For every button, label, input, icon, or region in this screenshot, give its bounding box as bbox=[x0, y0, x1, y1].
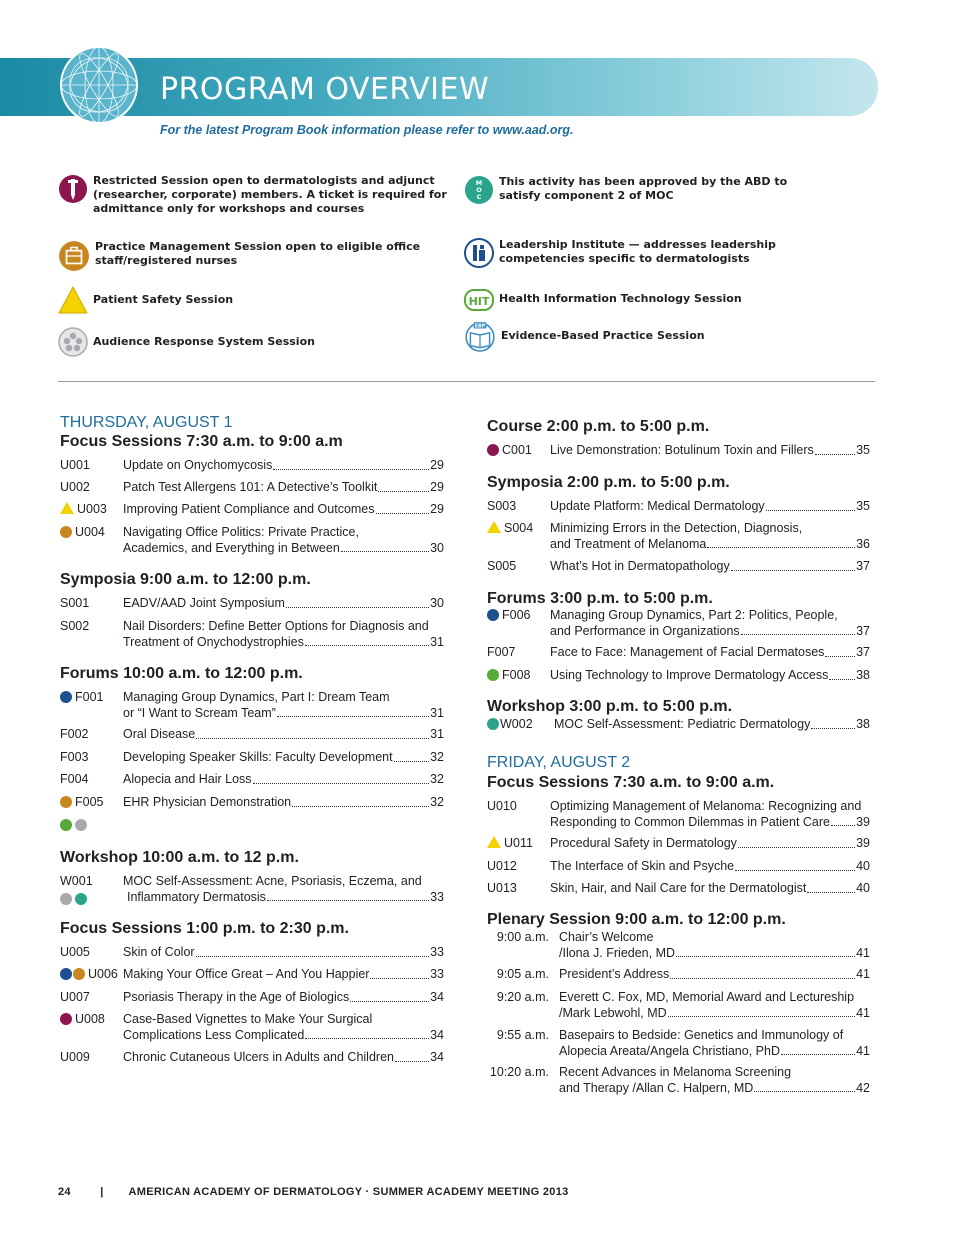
focus1-heading: Focus Sessions 7:30 a.m. to 9:00 a.m bbox=[60, 433, 343, 450]
dot-leader bbox=[741, 634, 855, 635]
session-code: U003 bbox=[77, 502, 107, 516]
focus2-heading: Focus Sessions 1:00 p.m. to 2:30 p.m. bbox=[60, 920, 349, 937]
footer bbox=[58, 1186, 569, 1198]
ebp-book-icon bbox=[464, 320, 496, 352]
session-title: Update on Onychomycosis bbox=[123, 458, 273, 472]
forums2-heading: Forums 3:00 p.m. to 5:00 p.m. bbox=[487, 590, 713, 607]
hit-icon bbox=[487, 669, 499, 681]
session-title: Skin of Color bbox=[123, 945, 195, 959]
legend-moc bbox=[464, 175, 824, 205]
session-title-cont: /Ilona J. Frieden, MD bbox=[559, 945, 676, 960]
list-item[interactable] bbox=[487, 881, 870, 897]
list-item[interactable] bbox=[487, 608, 870, 639]
list-item[interactable] bbox=[60, 795, 444, 811]
session-time: 9:20 a.m. bbox=[496, 990, 549, 1004]
list-item[interactable] bbox=[60, 990, 444, 1006]
page-title: PROGRAM OVERVIEW bbox=[160, 72, 490, 107]
legend-ebp-text: Evidence-Based Practice Session bbox=[501, 329, 705, 342]
legend-moc-text: This activity has been approved by the ABD to satisfy component 2 of MOC bbox=[499, 175, 788, 202]
moc-icon bbox=[487, 718, 499, 730]
page-number: 37 bbox=[856, 559, 870, 573]
list-item[interactable] bbox=[487, 645, 870, 661]
session-title: Using Technology to Improve Dermatology Access bbox=[550, 668, 829, 682]
list-item[interactable] bbox=[60, 945, 444, 961]
footer-separator: | bbox=[100, 1186, 104, 1198]
session-code: U008 bbox=[75, 1012, 105, 1026]
legend-patient-safety-text: Patient Safety Session bbox=[93, 293, 234, 306]
page-number: 32 bbox=[430, 772, 444, 786]
list-item[interactable] bbox=[487, 717, 870, 733]
page-number: 30 bbox=[430, 596, 444, 610]
session-title-cont: Complications Less Complicated bbox=[123, 1027, 305, 1042]
session-code: S004 bbox=[504, 521, 534, 535]
dot-leader bbox=[196, 738, 429, 739]
page-number: 42 bbox=[856, 1080, 870, 1095]
audience-response-icon bbox=[60, 893, 72, 905]
session-code: S001 bbox=[60, 596, 90, 610]
symposia2-heading: Symposia 2:00 p.m. to 5:00 p.m. bbox=[487, 474, 730, 491]
session-code: F003 bbox=[60, 750, 89, 764]
svg-text:M: M bbox=[475, 179, 483, 187]
session-code: F001 bbox=[75, 690, 104, 704]
page-number: 38 bbox=[856, 717, 870, 731]
session-code: S003 bbox=[487, 499, 517, 513]
session-code: U010 bbox=[487, 799, 517, 813]
patient-safety-icon bbox=[487, 521, 501, 533]
dot-leader bbox=[395, 1061, 429, 1062]
session-title: Nail Disorders: Define Better Options for Diagnosis and bbox=[123, 619, 429, 633]
session-time: 9:05 a.m. bbox=[496, 967, 549, 981]
legend-practice-text: Practice Management Session open to eligible office staff/registered nurses bbox=[95, 240, 421, 267]
session-title: Making Your Office Great – And You Happier bbox=[123, 967, 370, 981]
page-number: 33 bbox=[430, 945, 444, 959]
list-item[interactable] bbox=[487, 799, 877, 830]
session-title: Improving Patient Compliance and Outcomes bbox=[123, 502, 375, 516]
dot-leader bbox=[754, 1091, 855, 1092]
session-title: EHR Physician Demonstration bbox=[123, 795, 292, 809]
dot-leader bbox=[277, 716, 429, 717]
session-title-cont: and Performance in Organizations bbox=[550, 623, 740, 638]
session-code: U009 bbox=[60, 1050, 90, 1064]
list-item[interactable] bbox=[487, 668, 870, 684]
list-item[interactable] bbox=[60, 874, 444, 909]
session-title: Face to Face: Management of Facial Dermatoses bbox=[550, 645, 825, 659]
page-number: 40 bbox=[856, 859, 870, 873]
friday-heading: FRIDAY, AUGUST 2 bbox=[487, 754, 631, 771]
session-title-cont: and Treatment of Melanoma bbox=[550, 536, 707, 551]
dot-leader bbox=[825, 656, 855, 657]
page-number: 29 bbox=[430, 502, 444, 516]
session-code: F006 bbox=[502, 608, 531, 622]
list-item[interactable] bbox=[60, 458, 444, 474]
session-title: Managing Group Dynamics, Part I: Dream Team bbox=[123, 690, 390, 704]
session-code: W002 bbox=[500, 717, 533, 731]
list-item[interactable] bbox=[487, 559, 870, 575]
session-code: C001 bbox=[502, 443, 532, 457]
list-item[interactable] bbox=[60, 727, 444, 743]
list-item[interactable] bbox=[60, 480, 444, 496]
leadership-institute-icon bbox=[60, 968, 72, 980]
dot-leader bbox=[253, 783, 430, 784]
session-code: U006 bbox=[88, 967, 118, 981]
page-number: 29 bbox=[430, 458, 444, 472]
header-note-text: For the latest Program Book information please refer to bbox=[160, 123, 490, 137]
patient-safety-icon bbox=[60, 502, 74, 514]
legend-hit-text: Health Information Technology Session bbox=[499, 292, 742, 305]
legend-restricted-text: Restricted Session open to dermatologists and adjunct (researcher, corporate) members. A ticket is required for admittance only for workshops and courses bbox=[93, 174, 447, 215]
session-title: Update Platform: Medical Dermatology bbox=[550, 499, 765, 513]
session-title: MOC Self-Assessment: Acne, Psoriasis, Eczema, and bbox=[123, 874, 422, 888]
dot-leader bbox=[735, 870, 855, 871]
hit-icon bbox=[60, 819, 72, 831]
dot-leader bbox=[196, 956, 430, 957]
session-code: U013 bbox=[487, 881, 517, 895]
session-code: U001 bbox=[60, 458, 90, 472]
footer-page-number: 24 bbox=[58, 1186, 71, 1198]
legend-leadership-text: Leadership Institute — addresses leadership competencies specific to dermatologists bbox=[499, 238, 776, 265]
session-title-cont: /Mark Lebwohl, MD bbox=[559, 1005, 667, 1020]
dot-leader bbox=[831, 825, 855, 826]
dot-leader bbox=[376, 513, 430, 514]
page-number: 33 bbox=[430, 967, 444, 981]
dot-leader bbox=[305, 1038, 429, 1039]
list-item[interactable] bbox=[487, 443, 870, 459]
dot-leader bbox=[305, 645, 429, 646]
session-title-cont: Inflammatory Dermatosis bbox=[127, 889, 266, 904]
friday-focus-heading: Focus Sessions 7:30 a.m. to 9:00 a.m. bbox=[487, 774, 775, 791]
session-title: Psoriasis Therapy in the Age of Biologics bbox=[123, 990, 350, 1004]
session-title: MOC Self-Assessment: Pediatric Dermatology bbox=[554, 717, 811, 731]
legend-audience bbox=[58, 327, 378, 357]
page-number: 38 bbox=[856, 668, 870, 682]
page-number: 31 bbox=[430, 634, 444, 649]
list-item[interactable] bbox=[487, 836, 870, 852]
session-title: Chair’s Welcome bbox=[559, 930, 654, 944]
page-number: 37 bbox=[856, 623, 870, 638]
footer-text: AMERICAN ACADEMY OF DERMATOLOGY · SUMMER ACADEMY MEETING 2013 bbox=[128, 1186, 569, 1198]
session-code: F004 bbox=[60, 772, 89, 786]
dot-leader bbox=[829, 679, 855, 680]
session-title: Developing Speaker Skills: Faculty Development bbox=[123, 750, 393, 764]
legend-restricted bbox=[58, 174, 448, 216]
aad-link[interactable]: www.aad.org. bbox=[492, 123, 574, 137]
dot-leader bbox=[781, 1054, 855, 1055]
restricted-session-icon bbox=[58, 174, 88, 204]
patient-safety-icon bbox=[58, 285, 88, 315]
session-title: Everett C. Fox, MD, Memorial Award and Lectureship bbox=[559, 990, 855, 1004]
dot-leader bbox=[811, 728, 855, 729]
moc-icon bbox=[464, 175, 494, 205]
list-item[interactable] bbox=[487, 967, 870, 983]
practice-management-icon bbox=[60, 796, 72, 808]
session-title-cont: and Therapy /Allan C. Halpern, MD bbox=[559, 1080, 754, 1095]
session-code: U011 bbox=[504, 836, 533, 850]
session-title: Chronic Cutaneous Ulcers in Adults and Children bbox=[123, 1050, 394, 1064]
session-title: Alopecia and Hair Loss bbox=[123, 772, 252, 786]
list-item[interactable] bbox=[487, 499, 870, 515]
page-number: 35 bbox=[856, 499, 870, 513]
session-title: Oral Disease bbox=[123, 727, 196, 741]
dot-leader bbox=[676, 956, 855, 957]
header-note bbox=[160, 123, 574, 137]
session-code: U004 bbox=[75, 525, 105, 539]
list-item[interactable] bbox=[60, 750, 444, 766]
dot-leader bbox=[731, 570, 855, 571]
session-title: Minimizing Errors in the Detection, Diagnosis, bbox=[550, 521, 803, 535]
page-number: 35 bbox=[856, 443, 870, 457]
course-heading: Course 2:00 p.m. to 5:00 p.m. bbox=[487, 418, 710, 435]
list-item[interactable] bbox=[487, 1065, 870, 1096]
list-item[interactable] bbox=[60, 967, 444, 983]
page-number: 31 bbox=[430, 705, 444, 720]
session-title-cont: Treatment of Onychodystrophies bbox=[123, 634, 304, 649]
symposia-heading: Symposia 9:00 a.m. to 12:00 p.m. bbox=[60, 571, 311, 588]
session-title: EADV/AAD Joint Symposium bbox=[123, 596, 285, 610]
list-item[interactable] bbox=[60, 525, 444, 556]
ebp-icon-letters: EBP bbox=[474, 324, 486, 330]
page-number: 39 bbox=[856, 814, 870, 829]
restricted-session-icon bbox=[487, 444, 499, 456]
forums-heading: Forums 10:00 a.m. to 12:00 p.m. bbox=[60, 665, 303, 682]
legend-ebp bbox=[464, 320, 824, 352]
session-code: U005 bbox=[60, 945, 90, 959]
dot-leader bbox=[292, 806, 429, 807]
workshop2-heading: Workshop 3:00 p.m. to 5:00 p.m. bbox=[487, 698, 733, 715]
list-item[interactable] bbox=[60, 619, 444, 650]
session-title: Live Demonstration: Botulinum Toxin and Fillers bbox=[550, 443, 814, 457]
session-code: S002 bbox=[60, 619, 90, 633]
session-title: What’s Hot in Dermatopathology bbox=[550, 559, 730, 573]
session-code: U012 bbox=[487, 859, 517, 873]
dot-leader bbox=[394, 761, 430, 762]
page-number: 41 bbox=[856, 1005, 870, 1020]
session-time: 9:00 a.m. bbox=[496, 930, 549, 944]
page-number: 34 bbox=[430, 990, 444, 1004]
audience-response-icon bbox=[75, 819, 87, 831]
practice-management-icon bbox=[60, 526, 72, 538]
leadership-institute-icon bbox=[464, 238, 494, 268]
session-title-cont: or “I Want to Scream Team” bbox=[123, 705, 276, 720]
list-item[interactable] bbox=[487, 930, 870, 961]
list-item[interactable] bbox=[487, 859, 870, 875]
session-time: 9:55 a.m. bbox=[496, 1028, 549, 1042]
svg-text:C: C bbox=[476, 193, 482, 201]
session-title-cont: Alopecia Areata/Angela Christiano, PhD bbox=[559, 1043, 780, 1058]
hit-icon-letters: HIT bbox=[468, 295, 490, 308]
page-number: 31 bbox=[430, 727, 444, 741]
page-number: 41 bbox=[856, 967, 870, 981]
dot-leader bbox=[668, 1016, 855, 1017]
thursday-heading: THURSDAY, AUGUST 1 bbox=[60, 414, 233, 431]
session-title: Managing Group Dynamics, Part 2: Politics, People, bbox=[550, 608, 838, 622]
legend-practice bbox=[58, 240, 438, 272]
session-title: Optimizing Management of Melanoma: Recognizing and bbox=[550, 799, 862, 813]
session-code: F008 bbox=[502, 668, 531, 682]
session-title: Procedural Safety in Dermatology bbox=[550, 836, 737, 850]
session-code: F002 bbox=[60, 727, 89, 741]
page-number: 29 bbox=[430, 480, 444, 494]
divider bbox=[58, 381, 875, 382]
dot-leader bbox=[766, 510, 855, 511]
list-item[interactable] bbox=[60, 596, 444, 612]
legend-patient-safety bbox=[58, 285, 358, 315]
session-title: The Interface of Skin and Psyche bbox=[550, 859, 735, 873]
restricted-session-icon bbox=[60, 1013, 72, 1025]
session-title: President’s Address bbox=[559, 967, 670, 981]
practice-management-icon bbox=[58, 240, 90, 272]
page-number: 41 bbox=[856, 1043, 870, 1058]
session-title-cont: Academics, and Everything in Between bbox=[123, 540, 340, 555]
plenary-heading: Plenary Session 9:00 a.m. to 12:00 p.m. bbox=[487, 911, 786, 928]
workshop-heading: Workshop 10:00 a.m. to 12 p.m. bbox=[60, 849, 299, 866]
page-number: 41 bbox=[856, 945, 870, 960]
page-number: 33 bbox=[430, 889, 444, 904]
session-title: Navigating Office Politics: Private Practice, bbox=[123, 525, 359, 539]
list-item[interactable] bbox=[487, 990, 870, 1021]
list-item[interactable] bbox=[487, 521, 870, 552]
globe-logo-icon bbox=[58, 44, 140, 126]
page-number: 37 bbox=[856, 645, 870, 659]
dot-leader bbox=[670, 978, 855, 979]
dot-leader bbox=[286, 607, 429, 608]
dot-leader bbox=[273, 469, 429, 470]
list-item[interactable] bbox=[487, 1028, 870, 1059]
dot-leader bbox=[815, 454, 855, 455]
dot-leader bbox=[370, 978, 429, 979]
session-code: U007 bbox=[60, 990, 90, 1004]
session-title: Skin, Hair, and Nail Care for the Dermatologist bbox=[550, 881, 807, 895]
page-number: 32 bbox=[430, 750, 444, 764]
practice-management-icon bbox=[73, 968, 85, 980]
session-code: W001 bbox=[60, 874, 93, 888]
hit-icon bbox=[464, 285, 494, 315]
legend-audience-text: Audience Response System Session bbox=[93, 335, 315, 348]
svg-text:O: O bbox=[476, 186, 482, 194]
list-item[interactable] bbox=[60, 1050, 444, 1066]
page-number: 36 bbox=[856, 536, 870, 551]
page-number: 39 bbox=[856, 836, 870, 850]
list-item[interactable] bbox=[60, 502, 444, 518]
dot-leader bbox=[350, 1001, 429, 1002]
moc-icon bbox=[75, 893, 87, 905]
page-number: 30 bbox=[430, 540, 444, 555]
list-item[interactable] bbox=[60, 772, 444, 788]
audience-response-icon bbox=[58, 327, 88, 357]
dot-leader bbox=[738, 847, 855, 848]
dot-leader bbox=[341, 551, 429, 552]
session-code: F005 bbox=[75, 795, 104, 809]
session-title: Recent Advances in Melanoma Screening bbox=[559, 1065, 792, 1079]
f005-extra-icons bbox=[60, 818, 90, 836]
page-number: 34 bbox=[430, 1027, 444, 1042]
session-code: U002 bbox=[60, 480, 90, 494]
session-title: Basepairs to Bedside: Genetics and Immunology of bbox=[559, 1028, 844, 1042]
dot-leader bbox=[707, 547, 855, 548]
page-number: 40 bbox=[856, 881, 870, 895]
leadership-institute-icon bbox=[60, 691, 72, 703]
page-number: 34 bbox=[430, 1050, 444, 1064]
session-code: F007 bbox=[487, 645, 516, 659]
list-item[interactable] bbox=[60, 690, 444, 721]
dot-leader bbox=[807, 892, 855, 893]
session-code: S005 bbox=[487, 559, 517, 573]
legend-leadership bbox=[464, 238, 844, 268]
legend-hit bbox=[464, 285, 824, 315]
page-number: 32 bbox=[430, 795, 444, 809]
session-title: Patch Test Allergens 101: A Detective’s Toolkit bbox=[123, 480, 378, 494]
list-item[interactable] bbox=[60, 1012, 444, 1043]
dot-leader bbox=[267, 900, 429, 901]
dot-leader bbox=[378, 491, 429, 492]
session-title: Case-Based Vignettes to Make Your Surgical bbox=[123, 1012, 373, 1026]
session-title-cont: Responding to Common Dilemmas in Patient Care bbox=[550, 814, 830, 829]
patient-safety-icon bbox=[487, 836, 501, 848]
session-time: 10:20 a.m. bbox=[489, 1065, 549, 1079]
leadership-institute-icon bbox=[487, 609, 499, 621]
